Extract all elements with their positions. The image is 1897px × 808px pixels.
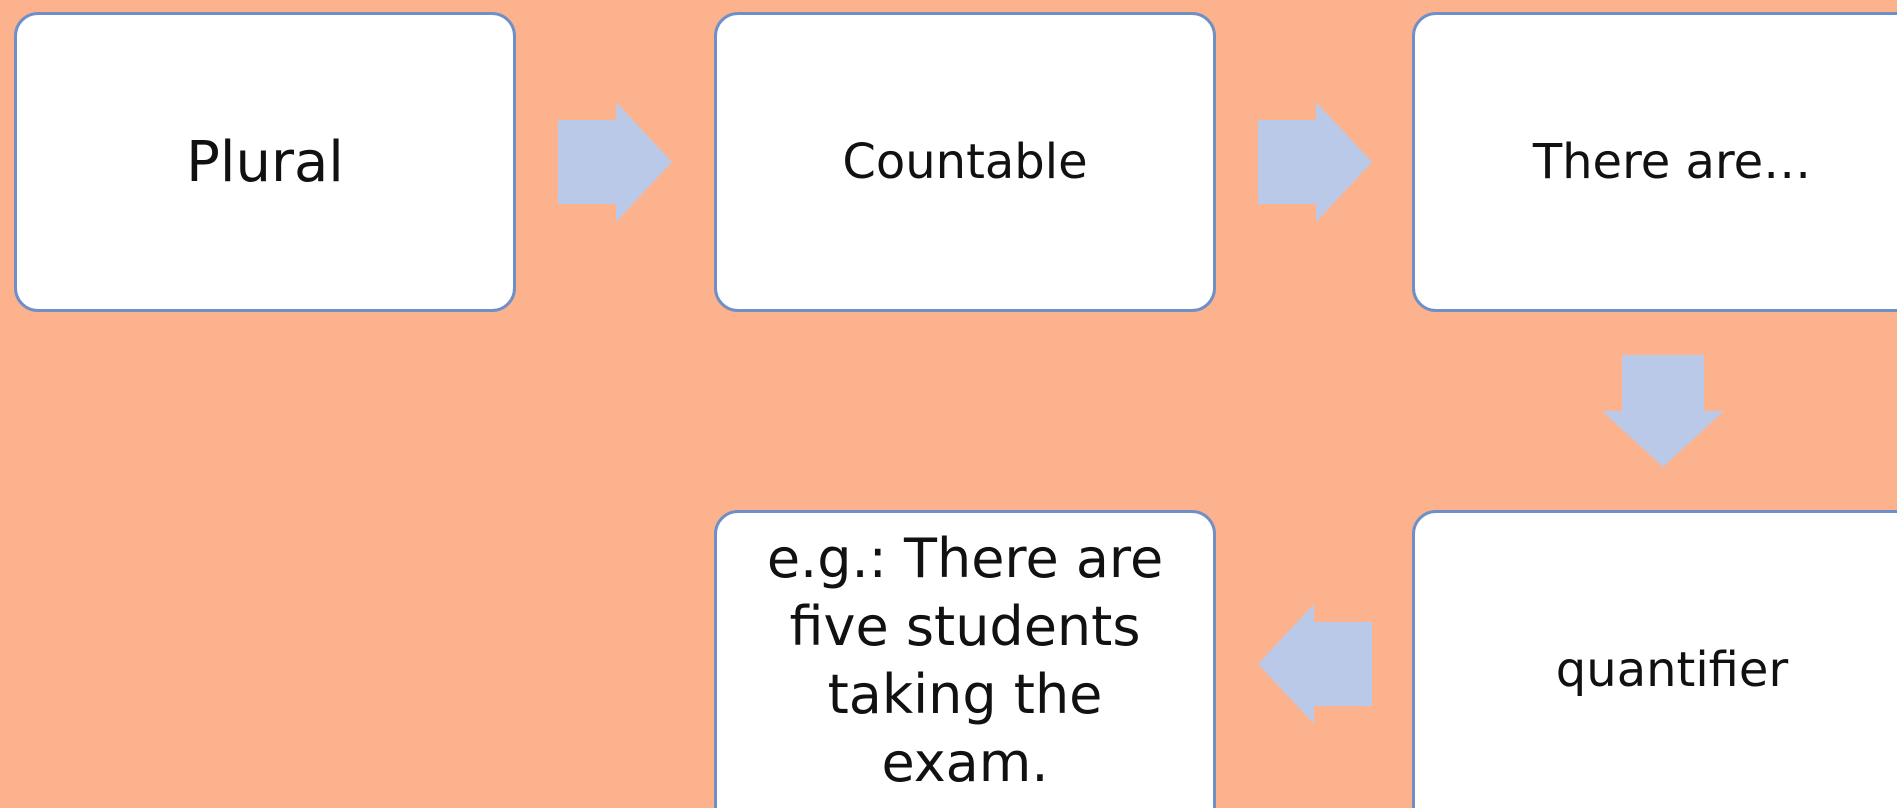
node-quantifier	[1412, 510, 1897, 808]
node-quantifier-label: quantifier	[1555, 642, 1789, 698]
arrow-right-icon	[558, 102, 672, 222]
node-example-label: e.g.: There are five students taking the exam.	[766, 527, 1164, 794]
node-plural-label: Plural	[186, 129, 344, 195]
node-example	[714, 510, 1216, 808]
arrow-down-icon	[1602, 355, 1724, 467]
node-there-are-label: There are…	[1532, 134, 1812, 190]
node-there-are	[1412, 12, 1897, 312]
node-plural	[14, 12, 516, 312]
arrow-left-icon	[1258, 604, 1372, 724]
node-countable	[714, 12, 1216, 312]
node-countable-label: Countable	[842, 134, 1088, 190]
arrow-right-icon	[1258, 102, 1372, 222]
